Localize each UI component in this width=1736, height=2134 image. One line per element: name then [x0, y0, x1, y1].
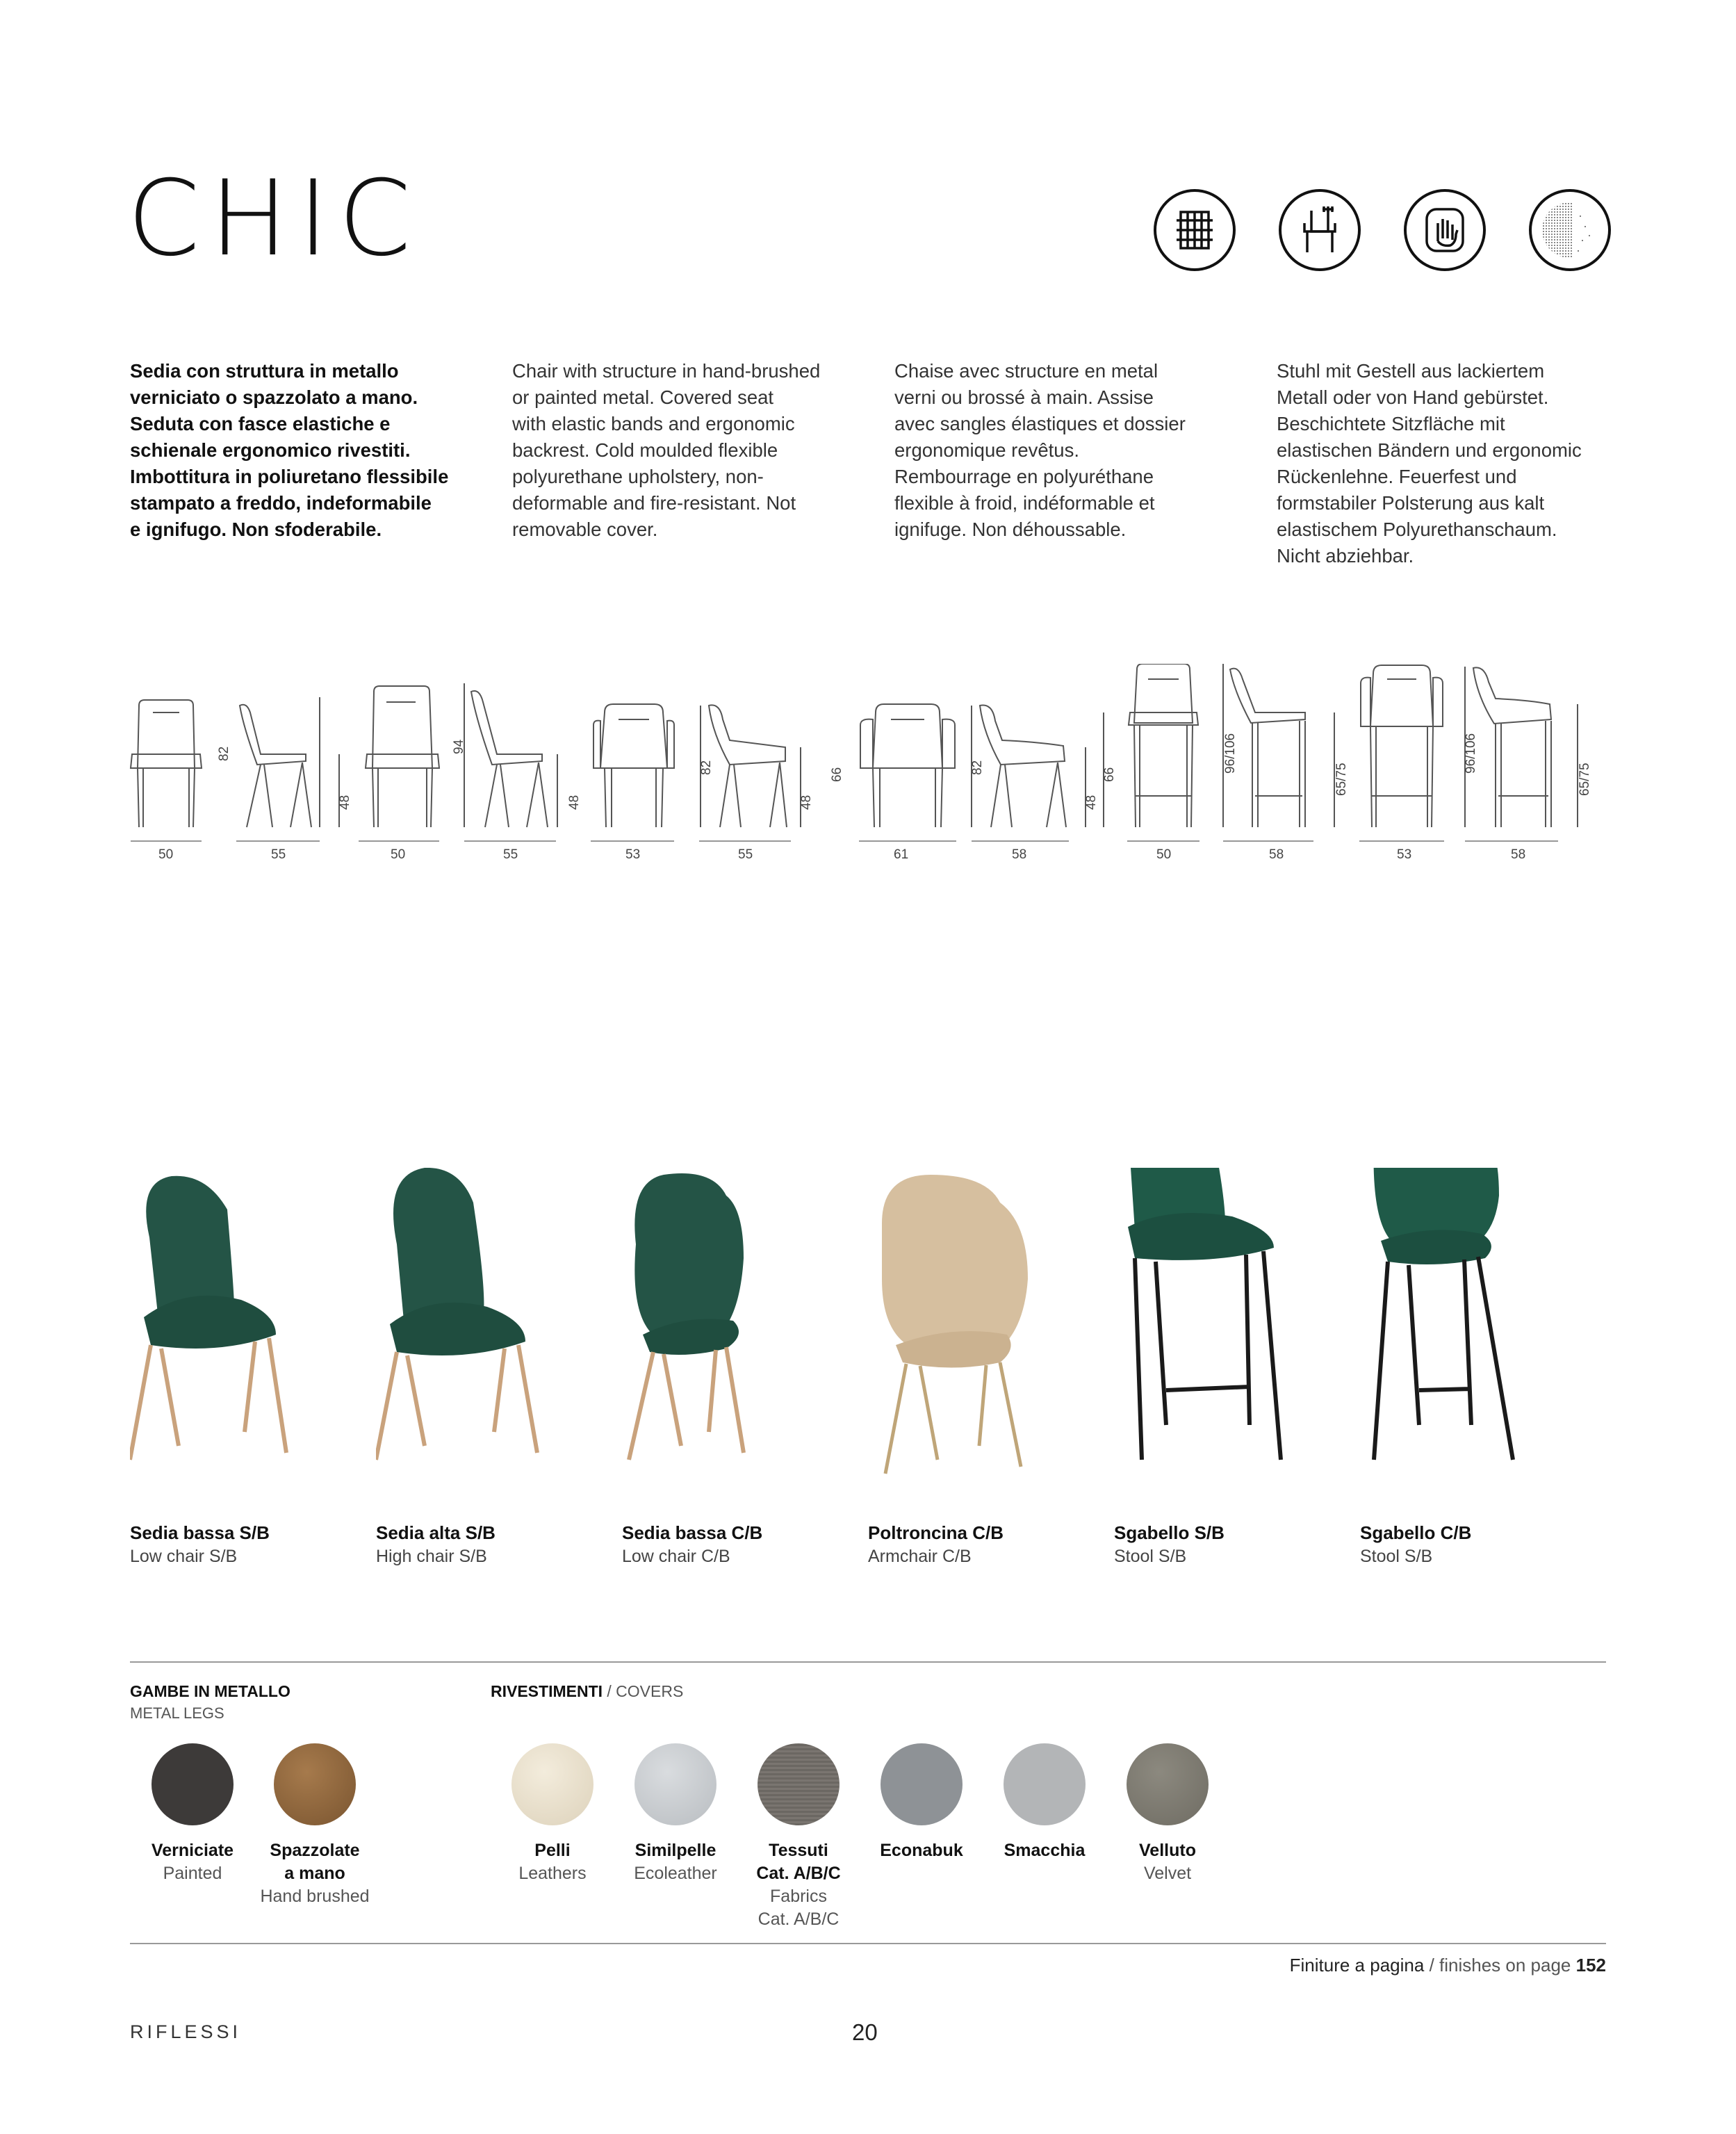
dim-width: 53 [625, 847, 641, 862]
divider [130, 1943, 1606, 1944]
page-number: 20 [852, 2019, 878, 2045]
dim-height: 48 [338, 795, 352, 810]
description-en: Chair with structure in hand-brushed or painted metal. Covered seat with elastic bands and ergonomic backrest. Cold moulded flexible polyurethane upholstery, non- deformable and fire-resistant. Not removable cover. [512, 360, 821, 540]
hand-brushed-icon [1404, 189, 1486, 271]
fabric-texture-icon [1529, 189, 1611, 271]
dim-height: 66 [830, 767, 844, 782]
product-image [130, 1168, 338, 1488]
legs-heading: GAMBE IN METALLO [130, 1682, 290, 1700]
dim-height: 82 [970, 760, 985, 775]
dim-height: 48 [799, 795, 814, 810]
swatch-ecoleather [634, 1743, 716, 1825]
product-name: Sedia bassa C/B [622, 1522, 763, 1543]
elastic-bands-icon [1154, 189, 1236, 271]
dim-width: 55 [503, 847, 518, 862]
dim-height: 65/75 [1578, 763, 1592, 796]
label-velvet: Velluto Velvet [1139, 1841, 1196, 1883]
product-image [1114, 1168, 1323, 1488]
label-ecoleather: Similpelle Ecoleather [634, 1841, 717, 1883]
dim-height: 82 [217, 746, 231, 761]
covers-heading: RIVESTIMENTI / COVERS [491, 1682, 684, 1700]
legs-subheading: METAL LEGS [130, 1704, 224, 1722]
label-painted: Verniciate Painted [151, 1841, 234, 1883]
label-smacchia: Smacchia [1004, 1841, 1086, 1860]
product-image [868, 1168, 1076, 1488]
product-armchair-cb [868, 1168, 1076, 1566]
label-econabuk: Econabuk [880, 1841, 963, 1860]
product-stool-cb [1360, 1168, 1569, 1566]
dim-height: 66 [1102, 767, 1117, 782]
dim-width: 50 [391, 847, 406, 862]
dim-height: 48 [567, 795, 582, 810]
dim-height: 65/75 [1334, 763, 1349, 796]
dim-height: 96/106 [1223, 733, 1238, 774]
dim-height: 82 [699, 760, 714, 775]
dim-width: 61 [894, 847, 909, 862]
product-subtitle: Low chair S/B [130, 1547, 238, 1566]
technical-drawings [118, 664, 1612, 872]
product-low-chair-cb [622, 1168, 830, 1566]
page-title: CHIC [127, 158, 421, 279]
dim-width: 55 [738, 847, 753, 862]
swatch-smacchia [1004, 1743, 1086, 1825]
label-fabrics: Tessuti Cat. A/B/C Fabrics Cat. A/B/C [756, 1841, 841, 1929]
label-hand-brushed: Spazzolate a mano Hand brushed [260, 1841, 370, 1906]
product-name: Sgabello C/B [1360, 1522, 1472, 1543]
label-leathers: Pelli Leathers [518, 1841, 587, 1883]
dim-width: 50 [1156, 847, 1172, 862]
description-columns [130, 358, 1603, 569]
product-stool-sb [1114, 1168, 1323, 1566]
finishes-reference: Finiture a pagina / finishes on page 152 [1289, 1955, 1606, 1976]
dim-width: 58 [1012, 847, 1027, 862]
description-it: Sedia con struttura in metallo verniciato o spazzolato a mano. Seduta con fasce elastiche e schienale ergonomico rivestiti. Imbottitura in poliuretano flessibile stampato a freddo, indeformabile e ignifugo. Non sfoderabile. [130, 360, 449, 540]
swatch-hand-brushed [274, 1743, 356, 1825]
product-subtitle: Armchair C/B [868, 1547, 972, 1566]
product-row [130, 1168, 1610, 1585]
product-high-chair-sb [376, 1168, 584, 1566]
feature-icons [1154, 189, 1611, 271]
brand-name: RIFLESSI [130, 2021, 242, 2042]
swatch-velvet [1127, 1743, 1209, 1825]
divider [130, 1661, 1606, 1663]
dim-height: 48 [1084, 795, 1099, 810]
dim-height: 96/106 [1464, 733, 1478, 774]
product-low-chair-sb [130, 1168, 338, 1566]
dim-height: 94 [452, 739, 466, 754]
product-name: Sedia bassa S/B [130, 1522, 270, 1543]
product-image [376, 1168, 584, 1488]
dim-width: 53 [1397, 847, 1412, 862]
swatch-painted [152, 1743, 234, 1825]
product-subtitle: Low chair C/B [622, 1547, 730, 1566]
swatch-econabuk [881, 1743, 963, 1825]
product-subtitle: Stool S/B [1114, 1547, 1187, 1566]
dim-width: 50 [158, 847, 174, 862]
dim-width: 58 [1269, 847, 1284, 862]
product-subtitle: Stool S/B [1360, 1547, 1433, 1566]
product-subtitle: High chair S/B [376, 1547, 487, 1566]
chair-structure-icon [1279, 189, 1361, 271]
product-image [1360, 1168, 1569, 1488]
product-name: Sedia alta S/B [376, 1522, 496, 1543]
product-name: Poltroncina C/B [868, 1522, 1004, 1543]
product-name: Sgabello S/B [1114, 1522, 1225, 1543]
swatch-fabrics [758, 1743, 840, 1825]
dim-width: 55 [271, 847, 286, 862]
product-image [622, 1168, 830, 1488]
swatch-leathers [511, 1743, 593, 1825]
description-fr: Chaise avec structure en metal verni ou brossé à main. Assise avec sangles élastiques et dossier ergonomique revêtus. Rembourrage en polyuréthane flexible à froid, indéformable et ignifuge. Non déhoussable. [894, 360, 1186, 540]
description-de: Stuhl mit Gestell aus lackiertem Metall oder von Hand gebürstet. Beschichtete Sitzfläche mit elastischen Bändern und ergonomic Rückenlehne. Feuerfest und formstabiler Polsterung aus kalt elastischem Polyurethanschaum. Nicht abziehbar. [1277, 360, 1582, 567]
dim-width: 58 [1511, 847, 1526, 862]
